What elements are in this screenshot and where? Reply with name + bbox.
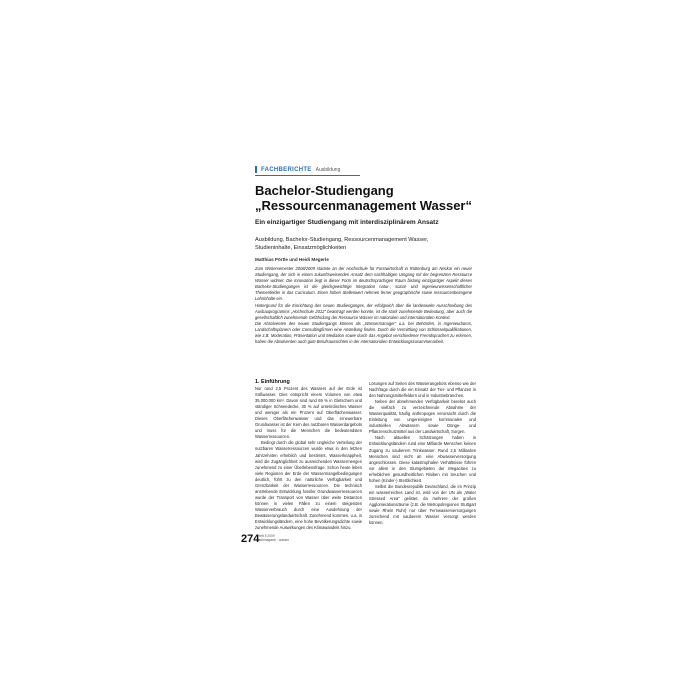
article-title (255, 183, 485, 213)
body-paragraph: Neben der abnehmenden Verfügbarkeit bereitet auch die vielfach zu verzeichnende Abnahme der Wasserqualität, häufig anthropogen verursacht durch die Einleitung von ungereinigten kommunalen und industriellen Abwässern sowie Dünge- und Pflanzenschutzmittel aus der Landwirtschaft, Sorgen. (369, 399, 476, 435)
article-keywords: Ausbildung, Bachelor-Studiengang, Ressourcenmanagement Wasser, Studieninhalte, Einsatzmöglichkeiten (255, 237, 429, 251)
body-paragraph: Nach aktuellen Schätzungen haben in Entwicklungsländern rund eine Milliarde Menschen keinen Zugang zu sauberem Trinkwasser. Rund 2,5 Milliarden Menschen sind nicht an eine Abwasserversorgung angeschlossen. Diese katastrophalen Verhältnisse führen vor allem in den Slumgebieten der Megacities zu erheblichen gesundheitlichen Risiken mit Seuchen und hohen (Kinder-) Sterblichkeit. (369, 435, 476, 483)
abstract-paragraph: Hintergrund für die Einrichtung des neuen Studienganges, der erfolgreich über die landesweite Ausschreibung des Ausbauprogramms „Hochschule 2012“ beantragt werden konnte, ist die stark zunehmende Bedeutung, aber auch die gesellschaftlich zunehmende Gefährdung der Ressource Wasser im nationalen und internationalen Kontext. (255, 302, 472, 320)
text-column-left (255, 386, 362, 531)
page-number: 274 (241, 533, 260, 545)
header-rule (255, 175, 360, 176)
article-abstract (255, 266, 472, 345)
header-bar-mark (255, 166, 257, 173)
section-heading: 1. Einführung (255, 379, 290, 385)
abstract-paragraph: Zum Wintersemester 2008/2009 startete an der Hochschule für Forstwirtschaft in Rottenburg am Neckar ein neuer Studiengang, der sich in einem zukunftsweisenden Ansatz dem nachhaltigen Umgang mit der begrenzten Ressource Wasser widmet. Die Innovation liegt in dieser Form im deutschsprachigen Raum bislang einzigartiger Aspekt dieses Bachelor-Studienganges ist die gleichgewichtige Integration natur-, sozial- und ingenieurwissenschaftlicher Themenfelder in das Curriculum. Einen hohen Stellenwert nehmen ferner geographische sowie ressourcenbezogene Lehrinhalte ein. (255, 266, 472, 302)
footer-meta (258, 534, 289, 542)
abstract-paragraph: Die Absolventen des neuen Studiengangs können als „Wassermanager“ u.a. bei Behörden, in Ingenieurbüros, Landschaftsplanern oder Consultingfirmen eine Anstellung finden. Durch die Vermittlung von Schlüsselqualifikationen, wie z.B. Moderation, Präsentation und Mediation sowie durch das Angebot verschiedener Fremdsprachen zu erlernen, haben die Absolventen auch gute Berufsaussichten in der internationalen Entwicklungszusammenarbeit. (255, 320, 472, 345)
title-line-1: Bachelor-Studiengang (255, 183, 394, 198)
section-header (255, 166, 340, 173)
footer-journal: fachmagazin · wasser (258, 538, 290, 542)
title-line-2: „Ressourcenmanagement Wasser“ (255, 198, 472, 213)
subsection-label: Ausbildung (315, 166, 341, 173)
body-paragraph: Bedingt durch die global sehr ungleiche Verteilung der nutzbaren Wasserressourcen wurde etwa in den letzten Jahrzehnten erheblich und bestimmt, Wasserknappheit, wird die Zugänglichkeit zu ausreichenden Wassermengen zunehmend zu einer Überlebensfrage. Schon heute leben viele Regionen der Erde der Wassermangelbedingungen deutlich, führt zu den natürliche Verfügbarkeit und Grenzbarkeit der Wasserressourcen. Die technisch anstrebende Entwicklung fossiler Grundwasserressourcen wurde der Transport von Wasser über weite Distanzen können in vielen Fällen zu einem steigenden Wasserverbrauch durch eine Ausdehnung der Bewässerungslandwirtschaft. Zunehmend kommen, u.a. in Entwicklungsländern, eine hohe Bevölkerungsdichte sowie zunehmende Auswirkungen des Klimawandels hinzu. (255, 440, 362, 531)
body-paragraph: Nur rund 2,5 Prozent des Wassers auf der Erde ist Süßwasser. Dies entspricht einem Volumen von etwa 35.000.000 km³. Davon sind rund 69 % in Gletschern und ständiger Schneedecke, 30 % auf unterirdisches Wasser und weniger als ein Prozent auf Oberflächenwasser. Dieses Oberflächenwasser und das erneuerbare Grundwasser ist der Kern des nutzbaren Wasserdargebots und muss für die Menschen die bedeutendsten Wasserressourcen. (255, 386, 362, 440)
body-paragraph: Selbst die Bundesrepublik Deutschland, die im Prinzip ein wasserreiches Land ist, wird von der UN als „Water Stressed Area“ gelistet, da mehrere der großen Agglomerationsräume (z.B. die Metropolregionen Stuttgart sowie Rhein Ruhr) nur über Fernwasserversorgungen zureichend mit sauberem Wasser versorgt werden können. (369, 483, 476, 526)
article-authors: Matthias Pörtle und Heidi Megerle (255, 257, 329, 262)
article-subtitle: Ein einzigartiger Studiengang mit interdisziplinärem Ansatz (255, 219, 439, 226)
footer-issue: Heft 5 2009 (258, 534, 275, 538)
body-paragraph: Lösungen auf Seiten des Wasserangebots ebenso wie der Nachfrage durch die ein Einsatz der Tier- und Pflanzen in den Nahrungsmittelfeldern und in Industriebranchen. (369, 381, 476, 399)
section-label: FACHBERICHTE (261, 166, 312, 173)
text-column-right (369, 381, 476, 526)
